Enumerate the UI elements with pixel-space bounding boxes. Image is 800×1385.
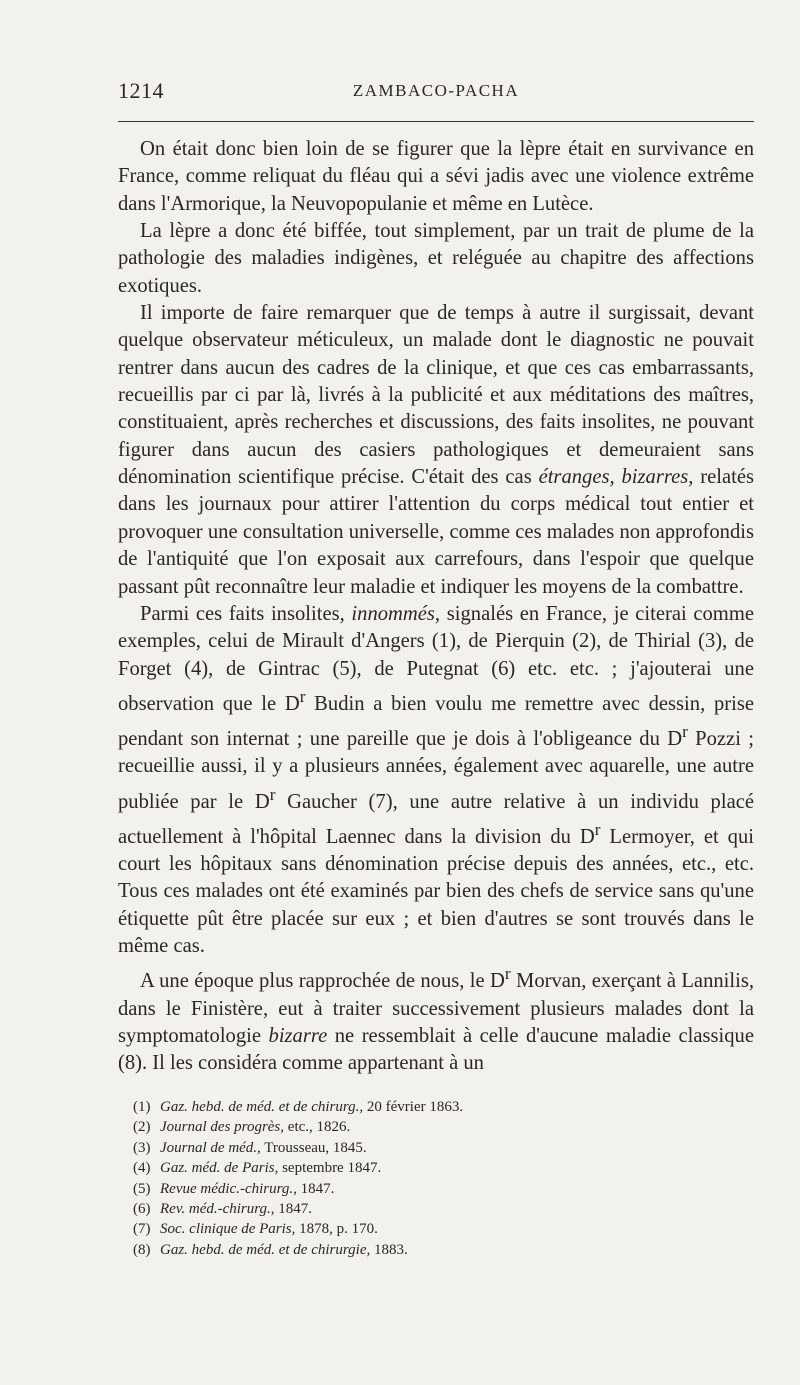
footnote-source: Gaz. hebd. de méd. et de chirurgie, — [160, 1241, 371, 1258]
paragraph-4-text-c: Budin a bien voulu me remettre avec dessin, prise pendant son internat ; une pareille que je dois à l'obligeance du D — [118, 692, 754, 750]
paragraph-4-text-f: Lermoyer, et qui court les hôpitaux sans dénomination précise depuis des années, etc., etc. Tous ces malades ont été examinés par bien des chefs de service sans qu'une étiquette pût être placée sur eux ; et bien d'autres se sont trouvés dans le même cas. — [118, 825, 754, 958]
paragraph-3 — [118, 300, 754, 601]
footnote-detail: Trousseau, 1845. — [260, 1139, 367, 1156]
paragraph-4-emphasis: innommés, — [351, 602, 441, 625]
paragraph-2: La lèpre a donc été biffée, tout simplement, par un trait de plume de la pathologie des maladies indigènes, et reléguée au chapitre des affections exotiques. — [118, 220, 754, 297]
paragraph-3-text-a: Il importe de faire remarquer que de temps à autre il surgissait, devant quelque observateur méticuleux, un malade dont le diagnostic ne pouvait rentrer dans aucun des cadres de la clinique, et que ces cas embarrassants, recueillis par ci par là, livrés à la publicité et aux méditations des maîtres, constituaient, après recherches et discussions, des faits insolites, ne pouvant figurer dans aucun des casiers pathologiques et demeuraient sans dénomination scientifique précise. C'était des cas — [118, 302, 754, 489]
paragraph-3-emphasis: étranges, bizarres, — [538, 466, 694, 489]
footnote-number: (5) — [133, 1180, 151, 1197]
footnote-source: Revue médic.-chirurg., — [160, 1180, 297, 1197]
superscript-dr: r — [299, 686, 306, 706]
footnote-source: Journal de méd., — [160, 1139, 261, 1156]
footnote-detail: etc., 1826. — [284, 1119, 351, 1136]
superscript-dr: r — [269, 784, 276, 804]
paragraph-4-text-b: signalés en France, je citerai comme exemples, celui de Mirault d'Angers (1), de Pierquin (2), de Thirial (3), de Forget (4), de Gintrac (5), de Putegnat (6) etc. etc. ; j'ajouterai une observation que le D — [118, 602, 754, 715]
footnote-source: Gaz. hebd. de méd. et de chirurg., — [160, 1099, 364, 1115]
footnote-detail: 1878, p. 170. — [295, 1221, 378, 1238]
paragraph-1: On était donc bien loin de se figurer que la lèpre était en survivance en France, comme reliquat du fléau qui a sévi jadis avec une violence extrême dans l'Armorique, la Neuvopopulanie et même en Lutèce. — [118, 138, 754, 215]
footnote-detail: 1847. — [296, 1180, 335, 1197]
footnote-number: (7) — [133, 1221, 151, 1238]
paragraph-5-emphasis: bizarre — [268, 1024, 328, 1047]
running-title: ZAMBACO-PACHA — [352, 81, 520, 100]
paragraph-4-text-a: Parmi ces faits insolites, — [140, 602, 352, 625]
paragraph-4-text-d: Pozzi ; recueillie aussi, il y a plusieurs années, également avec aquarelle, une autre publiée par le D — [118, 727, 754, 813]
footnote-detail: septembre 1847. — [278, 1160, 382, 1177]
footnote-number: (6) — [133, 1201, 151, 1218]
footnote-detail: 20 février 1863. — [363, 1099, 464, 1115]
paragraph-3-text-b: relatés dans les journaux pour attirer l'attention du corps médical tout entier et provoquer une consultation universelle, comme ces malades non approfondis de l'antiquité que l'on exposait aux carrefours, dans l'espoir que quelque passant pût reconnaître leur maladie et indiquer les moyens de la combattre. — [118, 466, 754, 598]
footnote-3 — [133, 1138, 733, 1158]
footnote-7 — [133, 1219, 733, 1239]
page-number: 1214 — [118, 78, 164, 103]
footnotes — [133, 1097, 733, 1260]
footnote-8 — [133, 1240, 733, 1260]
paragraph-4-text-e: Gaucher (7), une autre relative à un individu placé actuellement à l'hôpital Laennec dans la division du D — [118, 790, 754, 848]
footnote-number: (2) — [133, 1119, 151, 1136]
footnote-source: Gaz. méd. de Paris, — [160, 1160, 279, 1177]
footnote-number: (4) — [133, 1160, 151, 1177]
footnote-number: (1) — [133, 1099, 151, 1115]
footnote-source: Soc. clinique de Paris, — [160, 1221, 296, 1238]
footnote-4 — [133, 1158, 733, 1178]
page-header — [118, 78, 754, 104]
paragraph-5 — [118, 960, 754, 1077]
footnote-source: Journal des progrès, — [160, 1119, 285, 1136]
paragraph-5-text-c: ne ressemblait à celle d'aucune maladie classique (8). Il les considéra comme appartenant à un — [118, 1024, 754, 1075]
footnote-6 — [133, 1199, 733, 1219]
footnote-number: (8) — [133, 1241, 151, 1258]
paragraph-4 — [118, 601, 754, 961]
superscript-dr: r — [504, 964, 511, 984]
paragraph-5-text-b: Morvan, exerçant à Lannilis, dans le Finistère, eut à traiter successivement plusieurs malades dont la symptomatologie — [118, 970, 754, 1047]
superscript-dr: r — [594, 819, 601, 839]
footnote-number: (3) — [133, 1139, 151, 1156]
footnote-source: Rev. méd.-chirurg., — [160, 1201, 275, 1218]
superscript-dr: r — [682, 722, 688, 742]
paragraph-5-text-a: A une époque plus rapprochée de nous, le D — [140, 970, 505, 993]
footnote-2 — [133, 1117, 733, 1137]
body-text — [118, 136, 754, 1078]
footnote-1 — [133, 1097, 733, 1117]
footnote-detail: 1847. — [274, 1201, 313, 1218]
footnote-detail: 1883. — [370, 1241, 408, 1258]
header-rule — [118, 121, 754, 122]
footnote-5 — [133, 1179, 733, 1199]
